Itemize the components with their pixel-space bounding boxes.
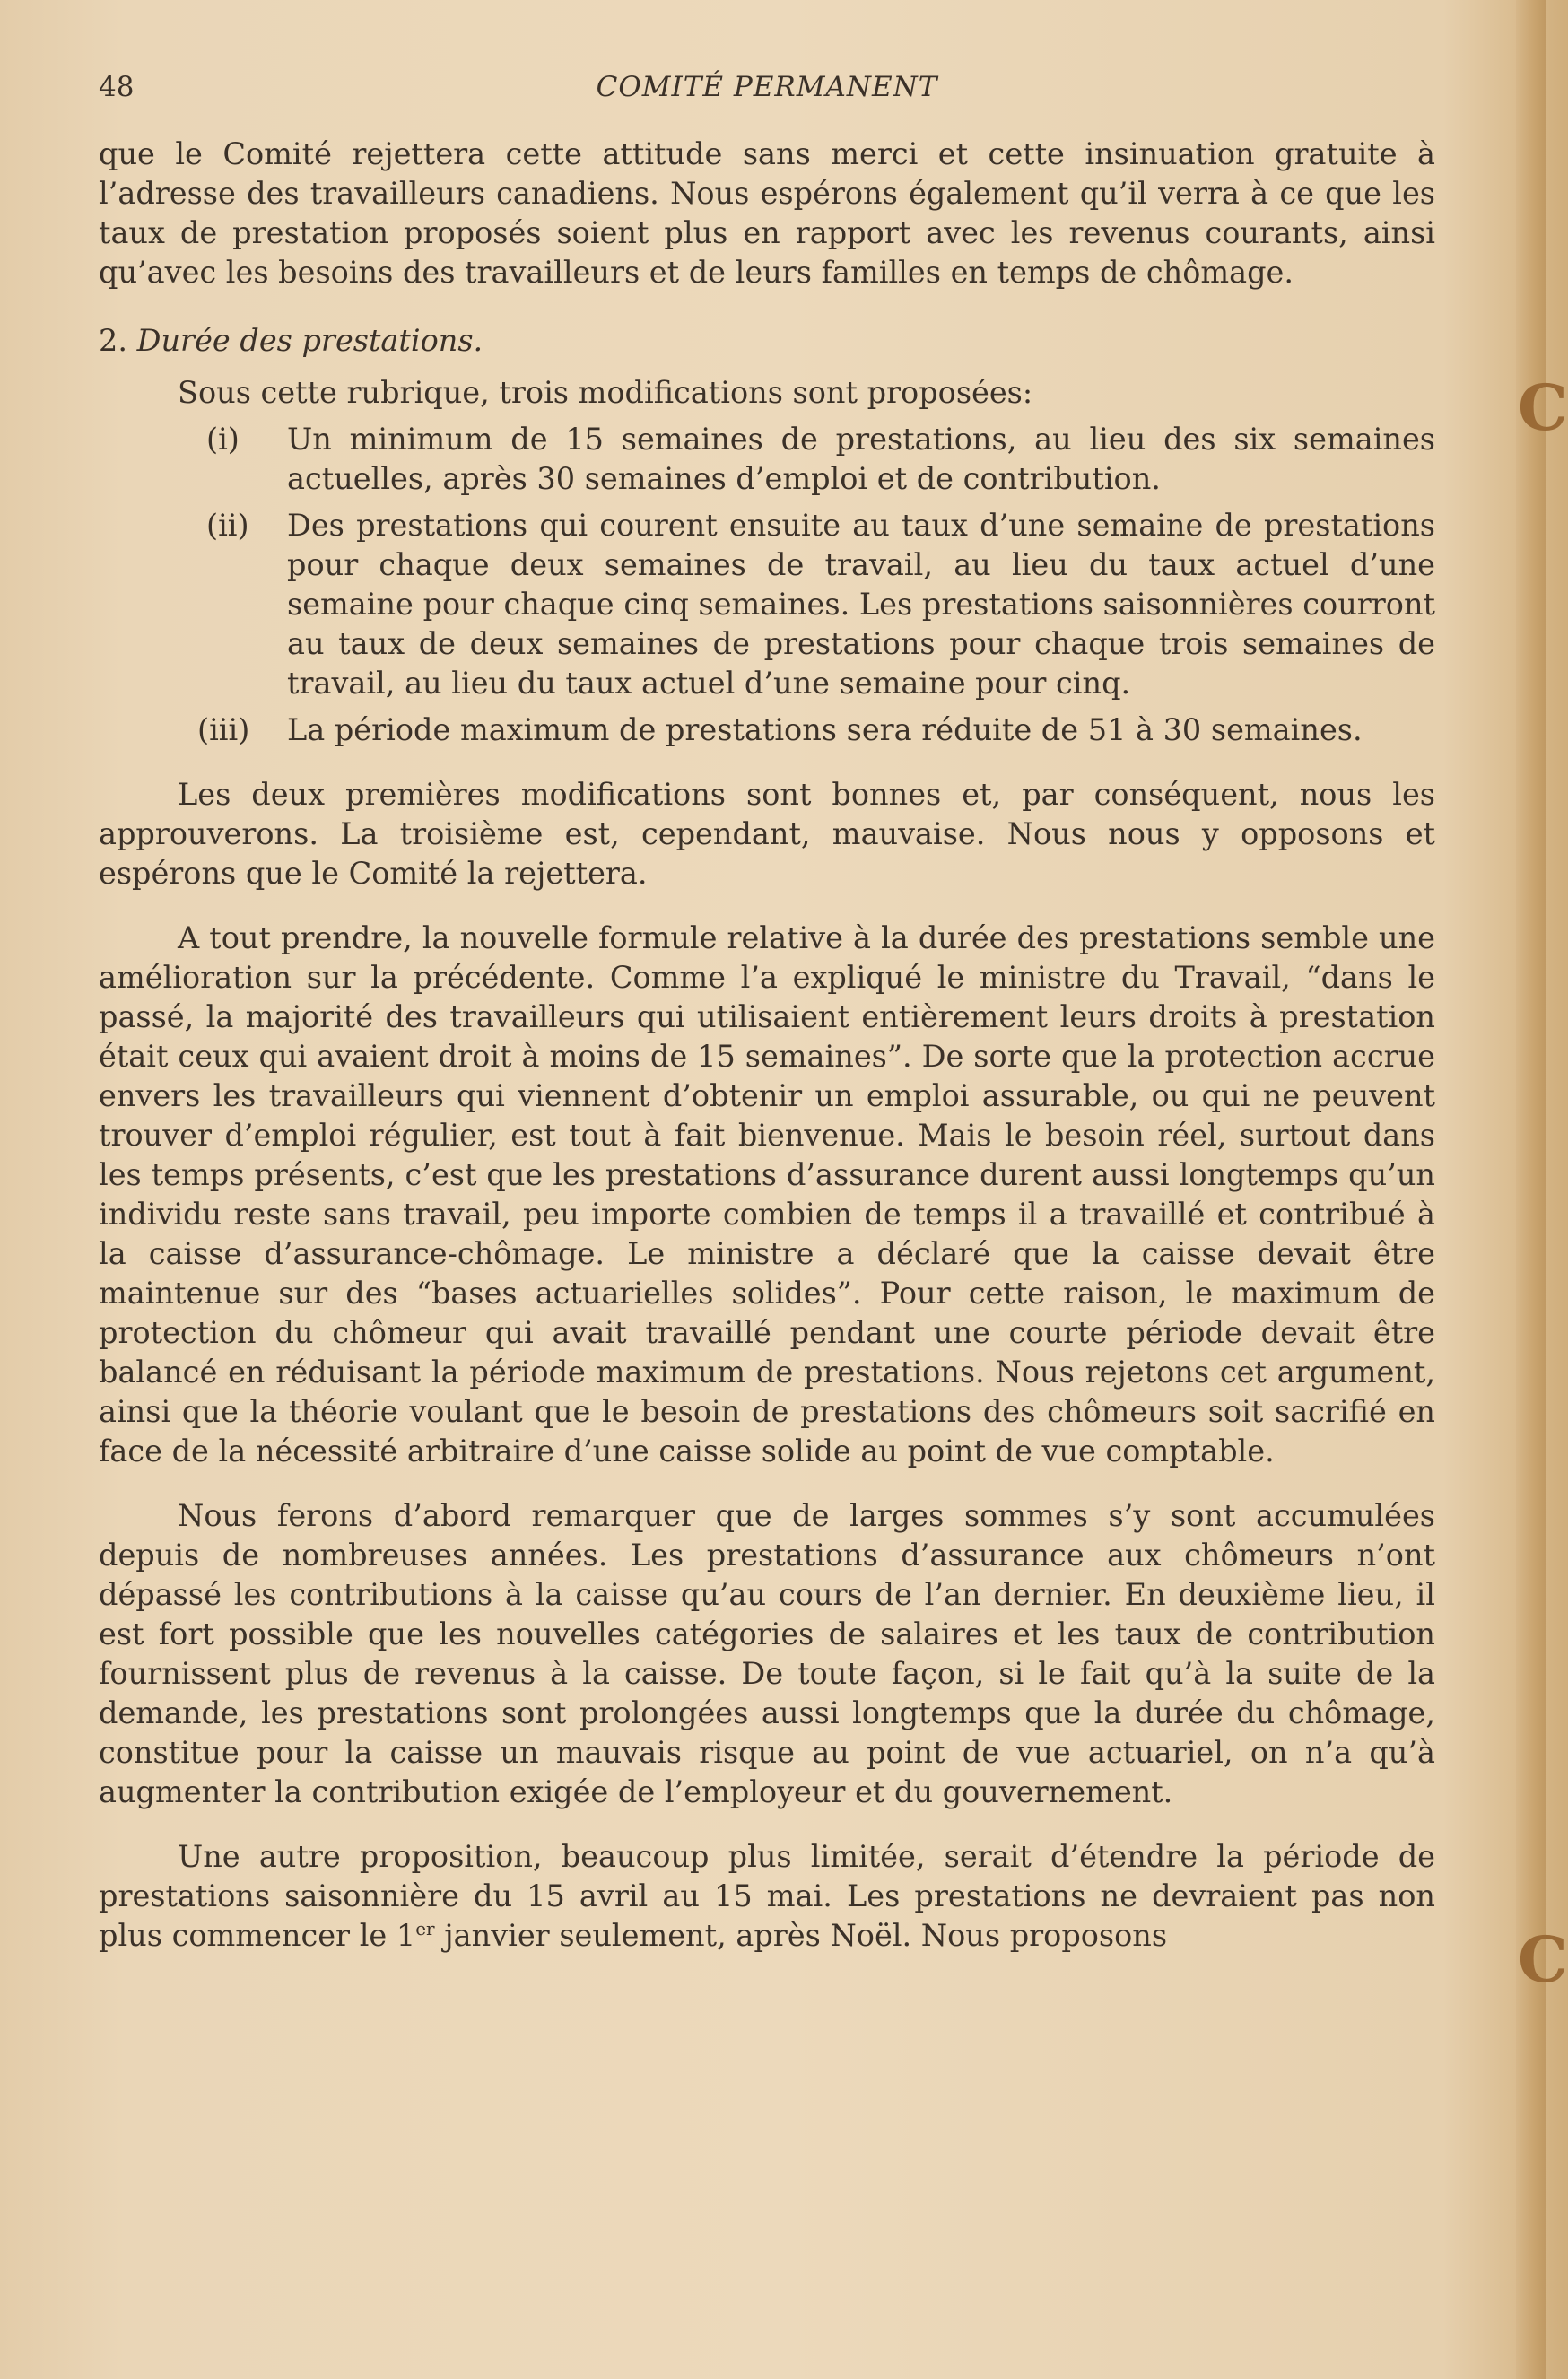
list-item: [99, 506, 1435, 703]
paragraph: Sous cette rubrique, trois modifications sont proposées:: [178, 375, 1033, 410]
list-item-text: Des prestations qui courent ensuite au taux d’une semaine de prestations pour chaque deux semaines de travail, au lieu du taux actuel d’une semaine pour chaque cinq semaines. Les prestations saisonnières courront au taux de deux semaines de prestations pour chaque trois semaines de travail, au lieu du taux actuel d’une semaine pour cinq.: [287, 508, 1435, 701]
list-marker: (i): [206, 422, 240, 457]
edge-mark: C: [1518, 1922, 1568, 1997]
paragraph-text: Une autre proposition, beaucoup plus limitée, serait d’étendre la période de prestations saisonnière du 15 avril au 15 mai. Les prestations ne devraient pas non plus commencer le 1: [99, 1839, 1435, 1953]
paragraph: Les deux premières modifications sont bonnes et, par conséquent, nous les approuverons. La troisième est, cependant, mauvaise. Nous nous y opposons et espérons que le Comité la rejettera.: [99, 777, 1435, 891]
list-marker: (ii): [206, 508, 249, 543]
binding-edge: [1516, 0, 1568, 2379]
paragraph: A tout prendre, la nouvelle formule relative à la durée des prestations semble une amélioration sur la précédente. Comme l’a expliqué le ministre du Travail, “dans le passé, la majorité des travailleurs qui utilisaient entièrement leurs droits à prestation était ceux qui avaient droit à moins de 15 semaines”. De sorte que la protection accrue envers les travailleurs qui viennent d’obtenir un emploi assurable, ou qui ne peuvent trouver d’emploi régulier, est tout à fait bienvenue. Mais le besoin réel, surtout dans les temps présents, c’est que les prestations d’assurance durent aussi longtemps qu’un individu reste sans travail, peu importe combien de temps il a travaillé et contribué à la caisse d’assurance-chômage. Le ministre a déclaré que la caisse devait être maintenue sur des “bases actuarielles solides”. Pour cette raison, le maximum de protection du chômeur qui avait travaillé pendant une courte période devait être balancé en réduisant la période maximum de prestations. Nous rejetons cet argument, ainsi que la théorie voulant que le besoin de prestations des chômeurs soit sacrifié en face de la nécessité arbitraire d’une caisse solide au point de vue comptable.: [99, 920, 1435, 1468]
page-number: 48: [99, 71, 135, 103]
list-item: [99, 420, 1435, 499]
body-text: [99, 135, 1435, 1956]
paragraph: Nous ferons d’abord remarquer que de larges sommes s’y sont accumulées depuis de nombreuses années. Les prestations d’assurance aux chômeurs n’ont dépassé les contributions à la caisse qu’au cours de l’an dernier. En deuxième lieu, il est fort possible que les nouvelles catégories de salaires et les taux de contribution fournissent plus de revenus à la caisse. De toute façon, si le fait qu’à la suite de la demande, les prestations sont prolongées aussi longtemps que la durée du chômage, constitue pour la caisse un mauvais risque au point de vue actuariel, on n’a qu’à augmenter la contribution exigée de l’employeur et du gouvernement.: [99, 1498, 1435, 1809]
paragraph: que le Comité rejettera cette attitude sans merci et cette insinuation gratuite à l’adresse des travailleurs canadiens. Nous espérons également qu’il verra à ce que les taux de prestation proposés soient plus en rapport avec les revenus courants, ainsi qu’avec les besoins des travailleurs et de leurs familles en temps de chômage.: [99, 136, 1435, 290]
paragraph-text: janvier seulement, après Noël. Nous proposons: [434, 1918, 1168, 1953]
section-title: Durée des prestations.: [136, 323, 483, 358]
list-item: [99, 710, 1435, 750]
section-number: 2.: [99, 323, 127, 358]
section-heading: [99, 321, 1435, 361]
page-header: [99, 65, 1435, 109]
superscript: er: [415, 1917, 435, 1939]
list-marker: (iii): [197, 712, 250, 747]
modification-list: [99, 420, 1435, 750]
list-item-text: Un minimum de 15 semaines de prestations, au lieu des six semaines actuelles, après 30 semaines d’emploi et de contribution.: [287, 422, 1435, 496]
list-item-text: La période maximum de prestations sera réduite de 51 à 30 semaines.: [287, 712, 1363, 747]
paragraph: [99, 1837, 1435, 1956]
edge-mark: C: [1518, 370, 1568, 445]
running-title: COMITÉ PERMANENT: [596, 71, 938, 103]
